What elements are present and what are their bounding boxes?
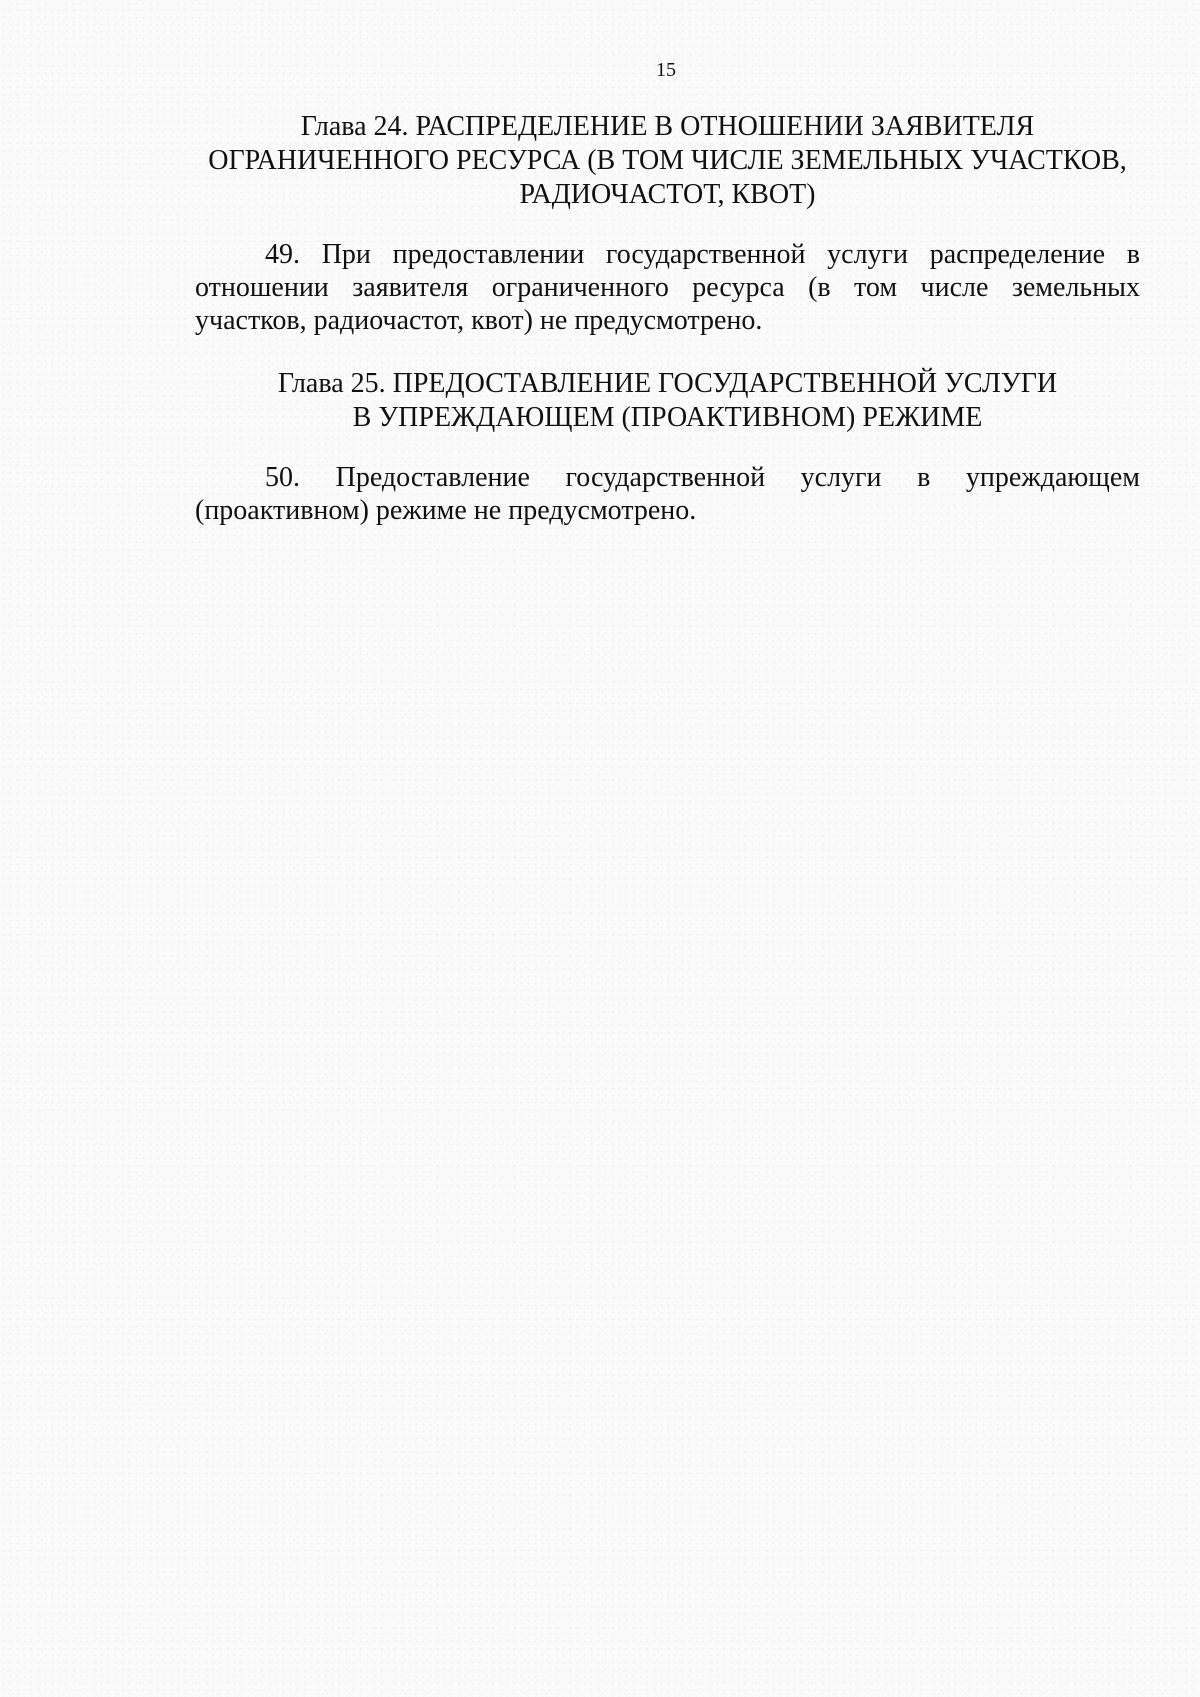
heading-line: РАДИОЧАСТОТ, КВОТ) [519, 179, 816, 210]
heading-line: В УПРЕЖДАЮЩЕМ (ПРОАКТИВНОМ) РЕЖИМЕ [352, 402, 983, 433]
document-body [195, 110, 1140, 527]
paragraph-50: 50. Предоставление государственной услуги в упреждающем (проактивном) режиме не предусмотрено. [195, 462, 1140, 526]
page-number: 15 [656, 59, 676, 81]
chapter-25-heading [195, 367, 1140, 435]
heading-line: Глава 25. ПРЕДОСТАВЛЕНИЕ ГОСУДАРСТВЕННОЙ УСЛУГИ [277, 368, 1058, 399]
heading-line: ОГРАНИЧЕННОГО РЕСУРСА (В ТОМ ЧИСЛЕ ЗЕМЕЛЬНЫХ УЧАСТКОВ, [208, 145, 1127, 176]
heading-line: Глава 24. РАСПРЕДЕЛЕНИЕ В ОТНОШЕНИИ ЗАЯВИТЕЛЯ [300, 111, 1035, 142]
paragraph-49: 49. При предоставлении государственной услуги распределение в отношении заявителя ограниченного ресурса (в том числе земельных участков, радиочастот, квот) не предусмотрено. [195, 239, 1140, 336]
chapter-24-heading [195, 110, 1140, 212]
